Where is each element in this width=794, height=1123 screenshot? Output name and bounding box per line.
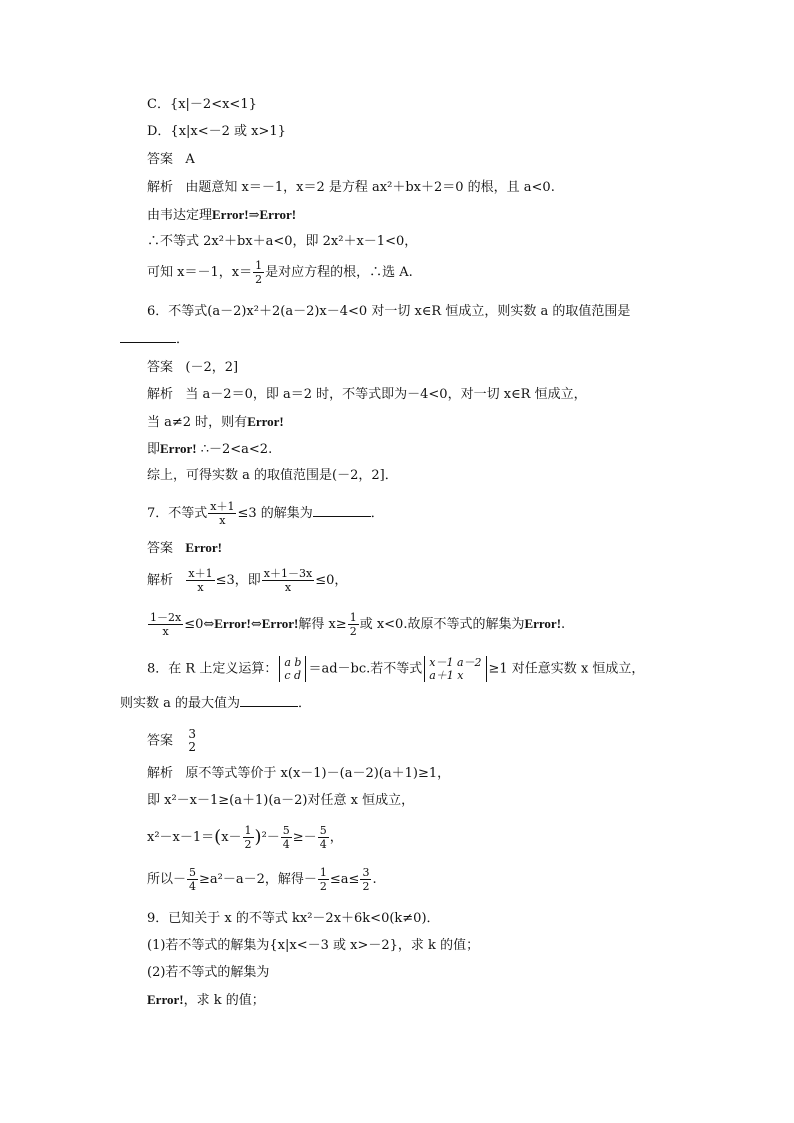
- answer-blank: [120, 330, 176, 343]
- fraction: [318, 866, 329, 893]
- numerator: 5: [189, 866, 197, 879]
- error-text: Error!: [147, 992, 184, 1007]
- solution-6-line2: [147, 413, 284, 432]
- question-6: 6．不等式(a－2)x²＋2(a－2)x－4<0 对一切 x∈R 恒成立，则实数 a 的取值范围是: [147, 304, 631, 319]
- solution-6-line1: [147, 386, 587, 404]
- denominator: 4: [282, 838, 290, 851]
- numerator: 1: [349, 611, 357, 624]
- text: .: [372, 872, 377, 887]
- text: 8．在 R 上定义运算：: [147, 661, 278, 677]
- numerator: 5: [319, 824, 327, 837]
- error-text: Error!: [524, 616, 562, 631]
- answer-6: [147, 359, 238, 377]
- text: 即: [147, 442, 161, 457]
- error-text: Error!: [214, 616, 251, 631]
- question-9-part2-line2: [147, 991, 265, 1010]
- solution-8-line4: [147, 866, 377, 893]
- solution-text: 原不等式等价于 x(x－1)－(a－2)(a＋1)≥1，: [185, 766, 451, 781]
- solution-5-line3: ∴不等式 2x²＋bx＋a<0，即 2x²＋x－1<0，: [147, 234, 418, 249]
- text: ≤3，即: [215, 573, 261, 588]
- text: ．: [176, 332, 190, 347]
- answer-label: 答案: [147, 152, 174, 167]
- text: 当 a≠2 时，则有: [147, 415, 248, 430]
- text: ≤a≤: [329, 872, 360, 887]
- solution-6-line3: [147, 440, 272, 459]
- numerator: x＋1－3x: [263, 567, 313, 580]
- fraction: [208, 500, 236, 527]
- text: 可知 x＝－1，x＝: [147, 265, 253, 280]
- error-text: Error!: [212, 207, 249, 222]
- solution-5-line4: [147, 259, 413, 286]
- fraction: [262, 567, 314, 594]
- answer-7: [147, 539, 222, 558]
- denominator: 2: [349, 625, 357, 638]
- fraction: [281, 824, 292, 851]
- numerator: 1: [319, 866, 327, 879]
- question-9-part1: (1)若不等式的解集为{x|x<－3 或 x>－2}，求 k 的值；: [147, 938, 480, 953]
- fraction: [186, 567, 214, 594]
- text: x－: [221, 830, 242, 845]
- answer-8: [147, 728, 199, 754]
- denominator: 2: [255, 273, 263, 286]
- text: ．: [370, 506, 384, 521]
- fraction: [148, 611, 183, 638]
- text: ，求 k 的值；: [183, 993, 265, 1008]
- det-row: a＋1 x: [429, 669, 464, 682]
- answer-value: A: [185, 152, 195, 167]
- solution-text: 由题意知 x＝－1，x＝2 是方程 ax²＋bx＋2＝0 的根，且 a<0.: [185, 180, 555, 195]
- fraction: [318, 824, 329, 851]
- paren: (: [214, 826, 222, 848]
- question-9: 9．已知关于 x 的不等式 kx²－2x＋6k<0(k≠0)．: [147, 911, 440, 926]
- denominator: 4: [189, 880, 197, 893]
- answer-label: 答案: [147, 733, 174, 749]
- solution-6-line4: 综上，可得实数 a 的取值范围是(－2，2]．: [147, 468, 398, 483]
- text: ≥－: [292, 830, 317, 845]
- error-text: Error!: [160, 441, 197, 456]
- question-8-line2: [120, 694, 311, 713]
- text: ∴－2<a<2.: [200, 442, 273, 457]
- determinant: [279, 656, 306, 682]
- det-row: x－1 a－2: [429, 656, 482, 669]
- text: ≥a²－a－2，解得－: [199, 872, 317, 887]
- text: 是对应方程的根，∴选 A.: [265, 265, 413, 280]
- fraction: [243, 824, 254, 851]
- answer-label: 答案: [147, 541, 174, 556]
- solution-7-line1: [147, 567, 347, 594]
- text: ，: [329, 830, 343, 845]
- solution-label: 解析: [147, 573, 174, 588]
- text: ≤0，: [315, 573, 348, 588]
- fraction: [253, 259, 264, 286]
- error-text: Error!: [259, 207, 297, 222]
- denominator: 4: [319, 838, 327, 851]
- denominator: x: [219, 514, 226, 527]
- question-6-blank: [120, 330, 189, 349]
- denominator: x: [162, 625, 169, 638]
- solution-text: 当 a－2＝0，即 a＝2 时，不等式即为－4<0，对一切 x∈R 恒成立，: [185, 387, 587, 402]
- det-row: c d: [284, 669, 302, 682]
- solution-5-line2: [147, 206, 296, 225]
- text: ≤0⇔: [184, 617, 215, 632]
- text: 解得 x≥: [298, 617, 347, 632]
- answer-value: (－2，2]: [185, 360, 239, 375]
- denominator: x: [284, 581, 292, 594]
- text: ⇒: [248, 208, 260, 223]
- numerator: x＋1: [188, 567, 213, 580]
- solution-5-line1: [147, 179, 555, 197]
- text: 则实数 a 的最大值为: [120, 696, 241, 711]
- answer-value: Error!: [185, 540, 222, 555]
- text: ≤3 的解集为: [237, 506, 313, 521]
- question-7: [147, 500, 384, 527]
- text: .: [561, 617, 566, 632]
- numerator: 1－2x: [150, 611, 182, 624]
- denominator: 2: [188, 740, 197, 754]
- numerator: 1: [255, 259, 263, 272]
- text: 所以－: [147, 872, 187, 887]
- text: 由韦达定理: [147, 208, 213, 223]
- option-c: C．{x|－2<x<1}: [147, 97, 257, 112]
- determinant: [424, 656, 486, 682]
- numerator: 5: [282, 824, 290, 837]
- det-row: a b: [284, 656, 302, 669]
- error-text: Error!: [261, 616, 299, 631]
- text: ⇔: [250, 617, 262, 632]
- fraction: [187, 866, 198, 893]
- solution-8-line3: [147, 824, 343, 851]
- question-8: [147, 656, 644, 682]
- solution-8-line1: [147, 765, 450, 783]
- numerator: 3: [362, 866, 370, 879]
- text: ．: [298, 696, 312, 711]
- text: ²－: [261, 830, 280, 845]
- text: ≥1 对任意实数 x 恒成立，: [488, 661, 645, 677]
- numerator: x＋1: [210, 500, 235, 513]
- denominator: 2: [362, 880, 370, 893]
- answer-blank: [313, 504, 371, 517]
- answer-blank: [240, 694, 298, 707]
- paren: ): [254, 826, 262, 848]
- denominator: 2: [244, 838, 252, 851]
- question-9-part2: (2)若不等式的解集为: [147, 965, 270, 980]
- denominator: x: [197, 581, 204, 594]
- error-text: Error!: [247, 414, 284, 429]
- option-d: D．{x|x<－2 或 x>1}: [147, 124, 286, 139]
- solution-label: 解析: [147, 766, 174, 781]
- solution-7-line2: [147, 611, 565, 638]
- answer-label: 答案: [147, 360, 174, 375]
- denominator: 2: [319, 880, 327, 893]
- text: 或 x<0.故原不等式的解集为: [359, 617, 525, 632]
- answer-5: [147, 151, 195, 169]
- text: x²－x－1＝: [147, 830, 215, 845]
- solution-label: 解析: [147, 180, 174, 195]
- text: 7．不等式: [147, 506, 208, 521]
- answer-fraction: [186, 728, 198, 754]
- fraction: [360, 866, 371, 893]
- solution-8-line2: 即 x²－x－1≥(a＋1)(a－2)对任意 x 恒成立，: [147, 793, 415, 808]
- numerator: 1: [244, 824, 252, 837]
- text: ＝ad－bc.若不等式: [308, 661, 423, 677]
- solution-label: 解析: [147, 387, 174, 402]
- numerator: 3: [188, 727, 197, 741]
- fraction: [348, 611, 359, 638]
